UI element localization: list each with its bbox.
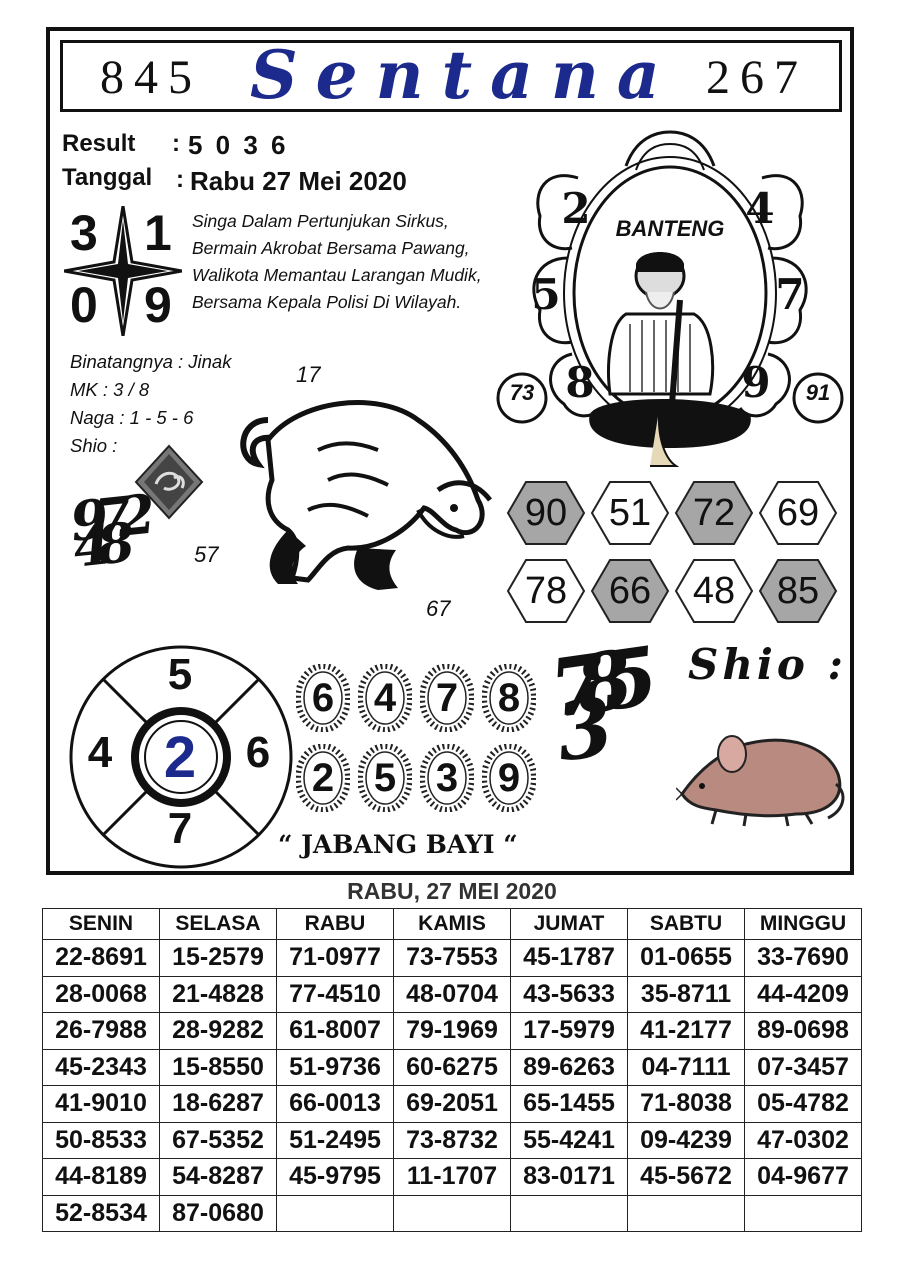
cross-bottom: 7: [167, 804, 193, 853]
ball-value: 4: [373, 676, 397, 720]
date-value: Rabu 27 Mei 2020: [190, 166, 407, 196]
petal-number: 9: [741, 358, 771, 407]
info-naga: Naga : 1 - 5 - 6: [70, 407, 194, 428]
table-cell: 87-0680: [160, 1195, 277, 1232]
jabang-bayi-label: “ JABANG BAYI “: [278, 830, 518, 859]
scribble-left: 97248: [67, 482, 145, 580]
table-cell: 45-1787: [511, 940, 628, 977]
table-cell: 89-6263: [511, 1049, 628, 1086]
story-text: [192, 208, 512, 316]
table-cell: 28-9282: [160, 1013, 277, 1050]
table-cell: [745, 1195, 862, 1232]
table-cell: 60-6275: [394, 1049, 511, 1086]
table-row: [43, 940, 862, 977]
story-line: Walikota Memantau Larangan Mudik,: [192, 265, 482, 285]
story-line: Bermain Akrobat Bersama Pawang,: [192, 238, 470, 258]
table-cell: 65-1455: [511, 1086, 628, 1123]
table-body: [43, 940, 862, 1232]
results-table: [42, 908, 862, 1232]
table-caption: RABU, 27 MEI 2020: [347, 878, 557, 904]
table-row: [43, 1049, 862, 1086]
star-digit-br: 9: [144, 277, 172, 333]
poster-title: Sentana: [250, 36, 678, 114]
ball-number: [482, 744, 536, 812]
ball-number: [420, 744, 474, 812]
ball-number: [296, 744, 350, 812]
hexagon-number: [590, 558, 670, 624]
table-row: [43, 1159, 862, 1196]
petal-number: 8: [565, 358, 595, 407]
hexagon-value: 78: [524, 570, 568, 612]
column-header: JUMAT: [511, 909, 628, 940]
table-cell: 69-2051: [394, 1086, 511, 1123]
hexagon-value: 90: [524, 492, 568, 534]
petal-number: 4: [745, 184, 775, 233]
bull-icon: [228, 380, 498, 600]
hexagon-number: [758, 480, 838, 546]
table-cell: 67-5352: [160, 1122, 277, 1159]
table-cell: [277, 1195, 394, 1232]
cross-left: 4: [87, 728, 113, 777]
hexagon-number: [506, 558, 586, 624]
ball-value: 6: [311, 676, 335, 720]
table-cell: 77-4510: [277, 976, 394, 1013]
result-colon: :: [172, 130, 180, 157]
petal-number: 2: [561, 184, 591, 233]
story-line: Singa Dalam Pertunjukan Sirkus,: [192, 211, 449, 231]
shio-heading: Shio :: [688, 640, 847, 689]
table-cell: 50-8533: [43, 1122, 160, 1159]
table-cell: 11-1707: [394, 1159, 511, 1196]
date-colon: :: [176, 166, 184, 193]
table-cell: 33-7690: [745, 940, 862, 977]
table-cell: 55-4241: [511, 1122, 628, 1159]
hexagon-value: 48: [692, 570, 736, 612]
table-cell: [511, 1195, 628, 1232]
table-cell: 15-2579: [160, 940, 277, 977]
cross-top: 5: [167, 650, 193, 699]
table-cell: [628, 1195, 745, 1232]
table-cell: 89-0698: [745, 1013, 862, 1050]
table-cell: 15-8550: [160, 1049, 277, 1086]
table-cell: 47-0302: [745, 1122, 862, 1159]
bull-number-bottom: 67: [426, 596, 451, 621]
old-man-icon: [580, 244, 760, 470]
bull-number-top: 17: [296, 362, 321, 387]
ball-value: 9: [497, 756, 521, 800]
side-circle-left: 73: [509, 380, 535, 405]
rat-icon: [676, 714, 846, 830]
column-header: SENIN: [43, 909, 160, 940]
side-circle-right: 91: [805, 380, 831, 405]
table-cell: 28-0068: [43, 976, 160, 1013]
table-cell: 54-8287: [160, 1159, 277, 1196]
table-cell: 04-9677: [745, 1159, 862, 1196]
table-row: [43, 1195, 862, 1232]
table-row: [43, 1122, 862, 1159]
table-cell: 07-3457: [745, 1049, 862, 1086]
table-cell: 73-7553: [394, 940, 511, 977]
table-cell: 73-8732: [394, 1122, 511, 1159]
table-cell: 45-9795: [277, 1159, 394, 1196]
table-cell: 61-8007: [277, 1013, 394, 1050]
ball-number: [420, 664, 474, 732]
hexagon-number: [674, 480, 754, 546]
ball-value: 2: [311, 756, 335, 800]
table-cell: 26-7988: [43, 1013, 160, 1050]
table-row: [43, 1086, 862, 1123]
hexagon-number: [758, 558, 838, 624]
ball-number: [358, 664, 412, 732]
table-cell: 43-5633: [511, 976, 628, 1013]
story-line: Bersama Kepala Polisi Di Wilayah.: [192, 292, 462, 312]
table-cell: 21-4828: [160, 976, 277, 1013]
ball-number: [296, 664, 350, 732]
ball-value: 7: [435, 676, 459, 720]
result-value: 5 0 3 6: [188, 130, 289, 160]
table-cell: 44-8189: [43, 1159, 160, 1196]
table-cell: 09-4239: [628, 1122, 745, 1159]
star-digit-tr: 1: [144, 205, 172, 261]
table-cell: 05-4782: [745, 1086, 862, 1123]
ball-number: [358, 744, 412, 812]
table-cell: 66-0013: [277, 1086, 394, 1123]
hexagon-value: 69: [776, 492, 820, 534]
hexagon-value: 51: [608, 492, 652, 534]
hexagon-number: [506, 480, 586, 546]
cross-center: 2: [163, 725, 197, 790]
hexagon-value: 66: [608, 570, 652, 612]
petal-number: 7: [775, 270, 805, 319]
hexagon-number: [674, 558, 754, 624]
info-binatang: Binatangnya : Jinak: [70, 351, 232, 372]
date-label: Tanggal: [62, 164, 153, 191]
table-cell: 71-8038: [628, 1086, 745, 1123]
table-cell: 51-2495: [277, 1122, 394, 1159]
table-cell: 41-9010: [43, 1086, 160, 1123]
table-cell: 01-0655: [628, 940, 745, 977]
table-cell: 48-0704: [394, 976, 511, 1013]
table-row: [43, 976, 862, 1013]
column-header: RABU: [277, 909, 394, 940]
info-mk: MK : 3 / 8: [70, 379, 150, 400]
info-shio: Shio :: [70, 435, 118, 456]
table-cell: 41-2177: [628, 1013, 745, 1050]
star-digit-tl: 3: [70, 205, 98, 261]
table-cell: 79-1969: [394, 1013, 511, 1050]
table-cell: 45-2343: [43, 1049, 160, 1086]
table-cell: 35-8711: [628, 976, 745, 1013]
ball-value: 3: [435, 756, 459, 800]
table-cell: 51-9736: [277, 1049, 394, 1086]
table-cell: 45-5672: [628, 1159, 745, 1196]
table-cell: 04-7111: [628, 1049, 745, 1086]
table-header-row: [43, 909, 862, 940]
flower-label: BANTENG: [615, 216, 725, 241]
table-cell: 18-6287: [160, 1086, 277, 1123]
ball-value: 5: [373, 756, 397, 800]
column-header: MINGGU: [745, 909, 862, 940]
column-header: KAMIS: [394, 909, 511, 940]
table-cell: [394, 1195, 511, 1232]
hexagon-value: 72: [692, 492, 736, 534]
star-digit-bl: 0: [70, 277, 98, 333]
column-header: SELASA: [160, 909, 277, 940]
table-cell: 44-4209: [745, 976, 862, 1013]
table-cell: 17-5979: [511, 1013, 628, 1050]
table-row: [43, 1013, 862, 1050]
ball-value: 8: [497, 676, 521, 720]
hexagon-value: 85: [776, 570, 820, 612]
header-left-number: 845: [100, 51, 202, 104]
table-cell: 83-0171: [511, 1159, 628, 1196]
hexagon-number: [590, 480, 670, 546]
table-cell: 52-8534: [43, 1195, 160, 1232]
cross-right: 6: [245, 728, 271, 777]
ball-number: [482, 664, 536, 732]
column-header: SABTU: [628, 909, 745, 940]
header-right-number: 267: [706, 51, 808, 104]
petal-number: 5: [531, 270, 561, 319]
scribble-right: 7853: [544, 632, 634, 780]
table-cell: 71-0977: [277, 940, 394, 977]
bull-number-left: 57: [194, 542, 219, 567]
result-label: Result: [62, 130, 136, 157]
table-cell: 22-8691: [43, 940, 160, 977]
